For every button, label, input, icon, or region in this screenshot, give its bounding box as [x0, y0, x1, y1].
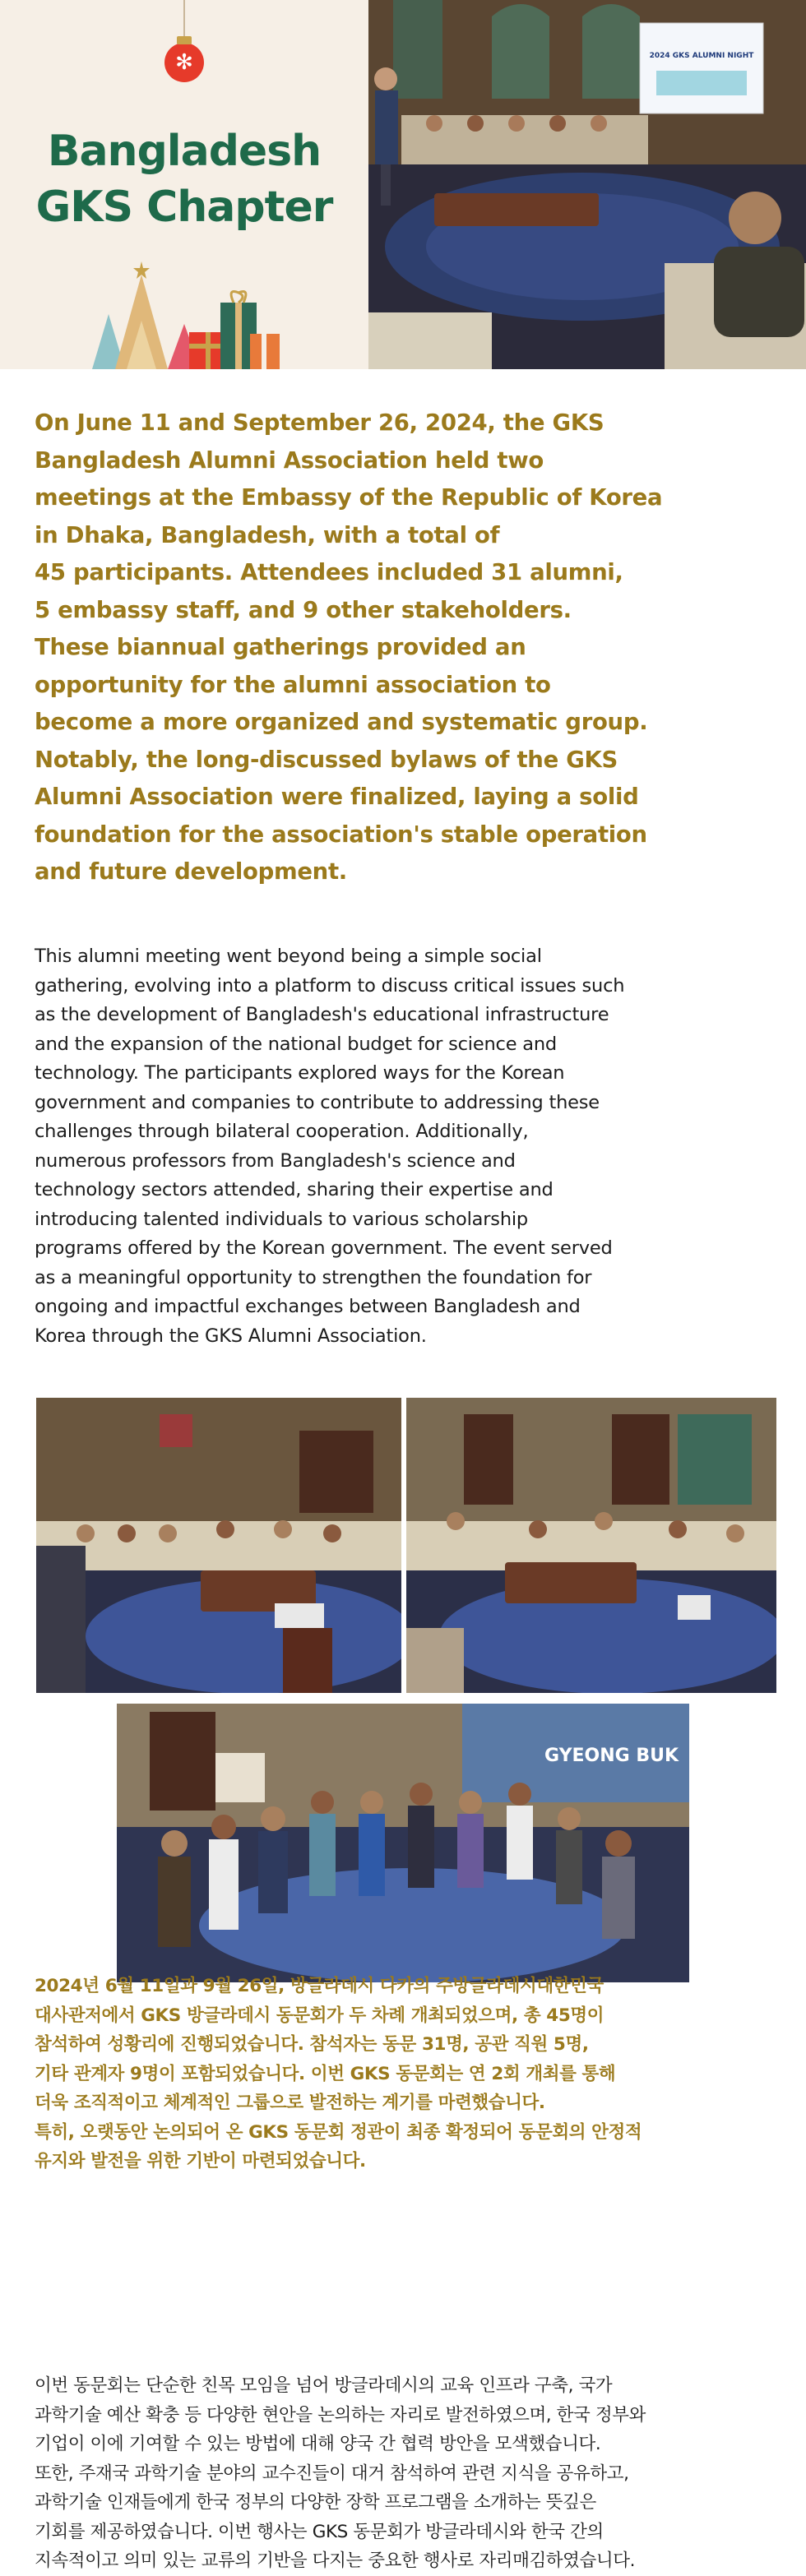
screen-title: 2024 GKS ALUMNI NIGHT — [649, 52, 754, 60]
text-line: foundation for the association's stable operation — [35, 821, 647, 848]
text-line: ongoing and impactful exchanges between Bangladesh and — [35, 1296, 581, 1317]
meeting-photo-illustration — [406, 1398, 776, 1693]
text-line: 대사관저에서 GKS 방글라데시 동문회가 두 차례 개최되었으며, 총 45명이 — [35, 2005, 604, 2026]
text-line: 2024년 6월 11일과 9월 26일, 방글라데시 다카의 주방글라데시대한민국 — [35, 1976, 604, 1996]
title-line: GKS Chapter — [35, 183, 333, 232]
text-line: gathering, evolving into a platform to discuss critical issues such — [35, 974, 625, 997]
text-line: 또한, 주재국 과학기술 분야의 교수진들이 대거 참석하여 관련 지식을 공유하고, — [35, 2463, 629, 2484]
text-line: Alumni Association were finalized, laying a solid — [35, 784, 639, 810]
text-line: programs offered by the Korean government. The event served — [35, 1237, 613, 1259]
text-line: in Dhaka, Bangladesh, with a total of — [35, 521, 500, 548]
text-line: 45 participants. Attendees included 31 alumni, — [35, 559, 623, 585]
text-line: meetings at the Embassy of the Republic of Korea — [35, 484, 663, 511]
text-line: introducing talented individuals to various scholarship — [35, 1208, 529, 1230]
body-paragraph-korean — [35, 2371, 775, 2576]
photo-meeting-right — [406, 1398, 776, 1693]
text-line: This alumni meeting went beyond being a simple social — [35, 946, 542, 967]
photo-meeting-left — [36, 1398, 401, 1693]
text-line: On June 11 and September 26, 2024, the GKS — [35, 409, 604, 436]
text-line: opportunity for the alumni association to — [35, 671, 551, 698]
title-line: Bangladesh — [47, 127, 322, 176]
banner-text: GYEONG BUK — [544, 1746, 679, 1766]
text-line: 지속적이고 의미 있는 교류의 기반을 다지는 중요한 행사로 자리매김하였습니다. — [35, 2551, 636, 2571]
text-line: 특히, 오랫동안 논의되어 온 GKS 동문회 정관이 최종 확정되어 동문회의 안정적 — [35, 2121, 642, 2143]
text-line: become a more organized and systematic group. — [35, 709, 648, 735]
text-line: and future development. — [35, 858, 347, 885]
page-title — [0, 123, 368, 235]
text-line: numerous professors from Bangladesh's science and — [35, 1149, 516, 1172]
text-line: 기업이 이에 기여할 수 있는 방법에 대해 양국 간 협력 방안을 모색했습니다. — [35, 2434, 601, 2454]
header-photo-meeting — [368, 0, 806, 369]
text-line: and the expansion of the national budget for science and — [35, 1033, 558, 1055]
meeting-photo-illustration — [368, 0, 806, 369]
header-decoration-panel — [0, 0, 368, 369]
text-line: 이번 동문회는 단순한 친목 모임을 넘어 방글라데시의 교육 인프라 구축, 국가 — [35, 2375, 613, 2396]
text-line: 참석하여 성황리에 진행되었습니다. 참석자는 동문 31명, 공관 직원 5명, — [35, 2034, 589, 2055]
text-line: Notably, the long-discussed bylaws of the GKS — [35, 746, 618, 773]
christmas-gifts-icon — [82, 255, 296, 369]
text-line: technology sectors attended, sharing their expertise and — [35, 1179, 554, 1200]
photo-group — [117, 1704, 689, 1982]
lead-paragraph-korean — [35, 1972, 775, 2176]
text-line: These biannual gatherings provided an — [35, 634, 526, 660]
text-line: 과학기술 인재들에게 한국 정부의 다양한 장학 프로그램을 소개하는 뜻깊은 — [35, 2492, 596, 2513]
lead-paragraph-english — [35, 405, 775, 891]
text-line: Bangladesh Alumni Association held two — [35, 446, 544, 474]
text-line: 더욱 조직적이고 체계적인 그룹으로 발전하는 계기를 마련했습니다. — [35, 2093, 545, 2113]
text-line: 유지와 발전을 위한 기반이 마련되었습니다. — [35, 2151, 366, 2171]
text-line: as the development of Bangladesh's educational infrastructure — [35, 1004, 609, 1025]
text-line: government and companies to contribute to addressing these — [35, 1091, 600, 1113]
text-line: 기회를 제공하였습니다. 이번 행사는 GKS 동문회가 방글라데시와 한국 간의 — [35, 2521, 604, 2542]
body-paragraph-english — [35, 942, 775, 1351]
header — [0, 0, 806, 369]
group-photo-illustration — [117, 1704, 689, 1982]
meeting-photo-illustration — [36, 1398, 401, 1693]
text-line: technology. The participants explored ways for the Korean — [35, 1062, 565, 1084]
text-line: 5 embassy staff, and 9 other stakeholders. — [35, 596, 572, 623]
text-line: as a meaningful opportunity to strengthen the foundation for — [35, 1266, 592, 1288]
text-line: 과학기술 예산 확충 등 다양한 현안을 논의하는 자리로 발전하였으며, 한국 정부와 — [35, 2404, 646, 2426]
text-line: challenges through bilateral cooperation. Additionally, — [35, 1121, 529, 1142]
text-line: Korea through the GKS Alumni Association. — [35, 1325, 427, 1347]
snowflake-icon: ✻ — [175, 50, 193, 75]
text-line: 기타 관계자 9명이 포함되었습니다. 이번 GKS 동문회는 연 2회 개최를 통해 — [35, 2063, 616, 2084]
